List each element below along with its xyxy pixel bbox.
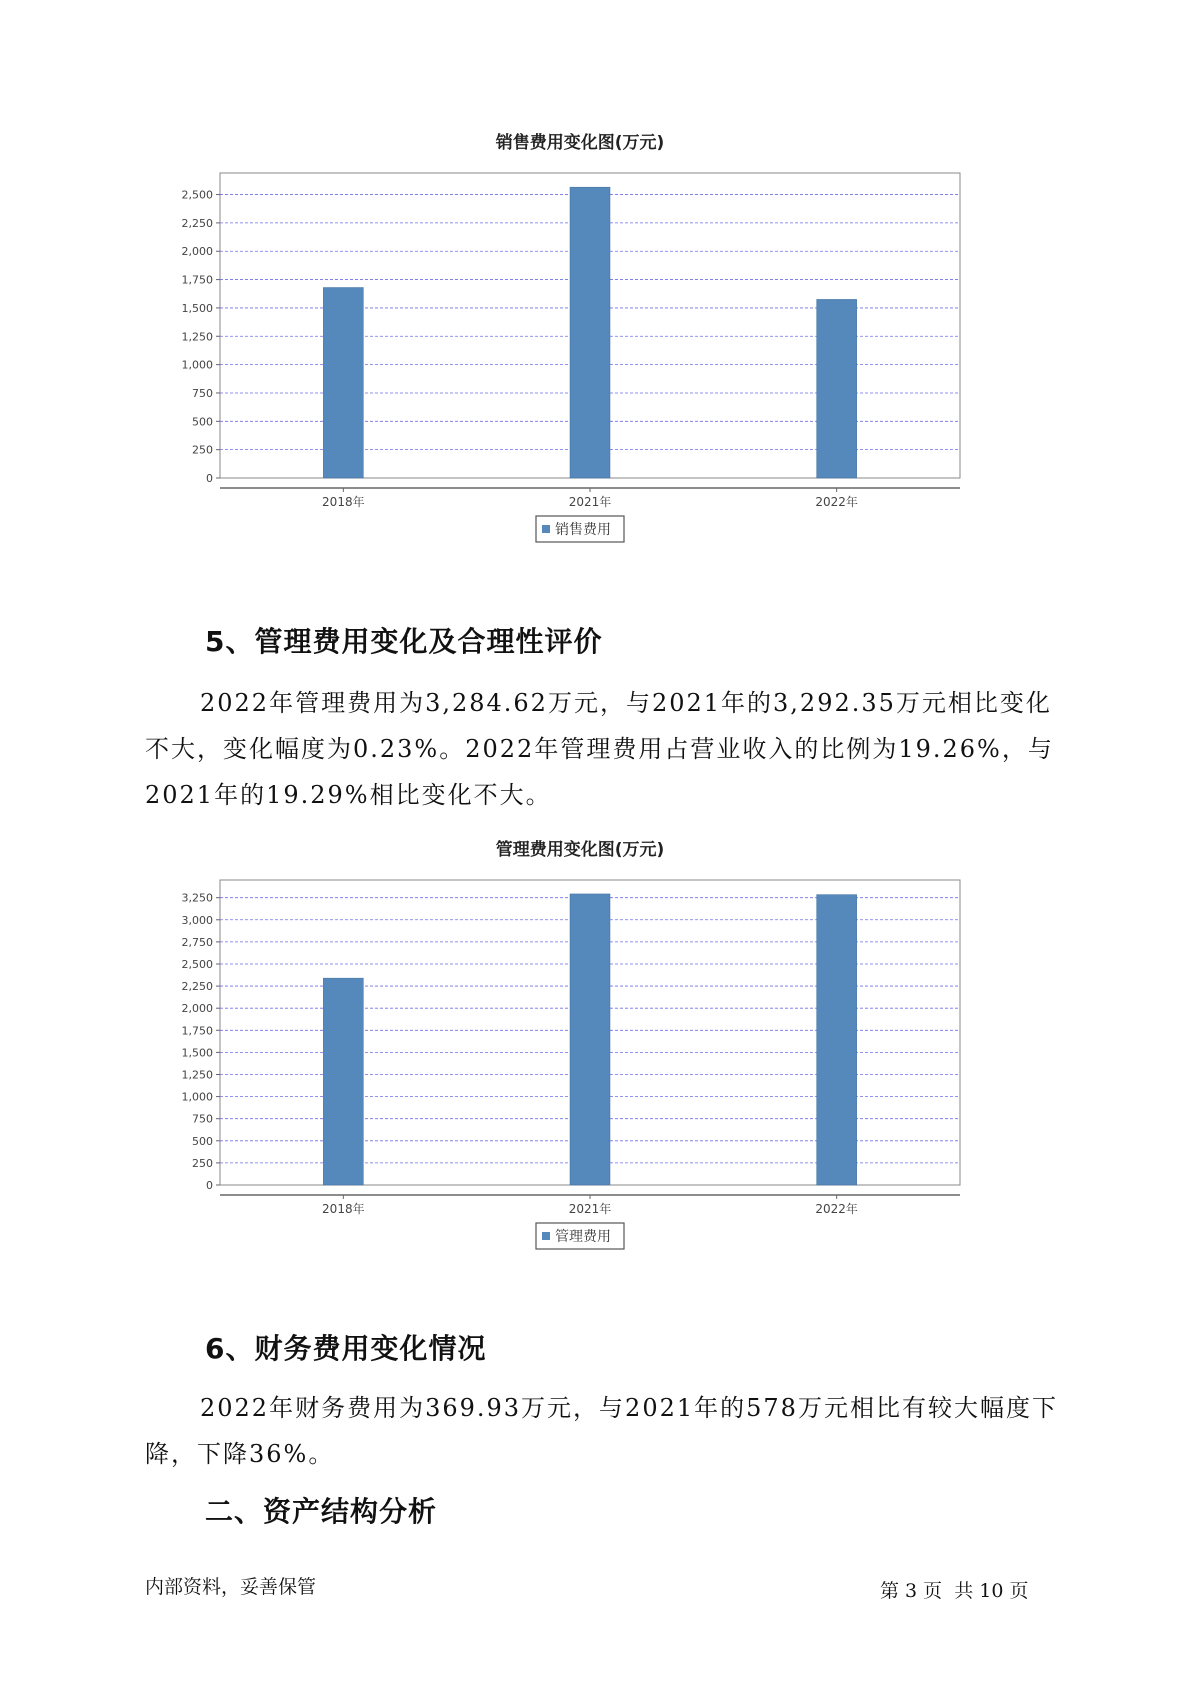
sales-chart-bar <box>323 288 363 478</box>
section-6-paragraph: 2022年财务费用为369.93万元，与2021年的578万元相比有较大幅度下降，下降36%。 <box>145 1394 1058 1468</box>
admin-chart-ytick-label: 3,000 <box>181 913 213 927</box>
section-5-heading: 5、管理费用变化及合理性评价 <box>205 625 603 658</box>
admin-chart-ytick-label: 250 <box>192 1156 213 1170</box>
admin-chart-ytick-label: 1,500 <box>181 1046 213 1060</box>
admin-chart-bar <box>323 978 363 1185</box>
sales-chart-ytick-label: 750 <box>192 386 213 400</box>
admin-chart-ytick-label: 1,250 <box>181 1068 213 1082</box>
admin-chart-ytick-label: 2,750 <box>181 935 213 949</box>
sales-chart-ytick-label: 1,750 <box>181 273 213 287</box>
admin-chart-legend <box>536 1223 624 1249</box>
admin-chart-legend-swatch <box>542 1232 550 1240</box>
admin-chart-ytick-label: 3,250 <box>181 891 213 905</box>
section-6-heading: 6、财务费用变化情况 <box>205 1332 487 1365</box>
section-2-heading: 二、资产结构分析 <box>205 1495 438 1528</box>
sales-chart-title: 销售费用变化图(万元) <box>495 133 665 153</box>
section-5-paragraph: 2022年管理费用为3,284.62万元，与2021年的3,292.35万元相比变化不大，变化幅度为0.23%。2022年管理费用占营业收入的比例为19.26%，与2021年的19.29%相比变化不大。 <box>145 689 1054 809</box>
sales-chart-ytick-label: 2,250 <box>181 216 213 230</box>
sales-chart-category-label: 2022年 <box>815 495 858 509</box>
sales-chart-ytick-label: 2,500 <box>181 188 213 202</box>
admin-chart-ytick-label: 2,250 <box>181 980 213 994</box>
sales-chart-ytick-label: 0 <box>206 472 213 485</box>
footer-confidential-note: 内部资料，妥善保管 <box>145 1576 317 1598</box>
admin-chart-ytick-label: 2,500 <box>181 957 213 971</box>
admin-chart-ytick-label: 2,000 <box>181 1002 213 1016</box>
sales-chart-legend <box>536 516 624 542</box>
sales-chart-bar <box>817 299 857 478</box>
sales-expense-chart-svg <box>170 128 1030 598</box>
admin-chart-ytick-label: 1,000 <box>181 1090 213 1104</box>
admin-chart-category-label: 2018年 <box>322 1202 365 1216</box>
sales-chart-category-label: 2021年 <box>568 495 612 509</box>
admin-expense-chart <box>170 835 1030 1305</box>
admin-expense-chart-svg <box>170 835 1030 1305</box>
sales-chart-ytick-label: 500 <box>192 415 213 429</box>
admin-chart-legend-label: 管理费用 <box>555 1229 611 1245</box>
sales-expense-chart <box>170 128 1030 598</box>
sales-chart-ytick-label: 250 <box>192 443 213 457</box>
sales-chart-legend-swatch <box>542 525 550 533</box>
admin-chart-bar <box>570 894 610 1185</box>
admin-chart-ytick-label: 0 <box>206 1179 213 1192</box>
sales-chart-bar <box>570 187 610 478</box>
admin-chart-ytick-label: 1,750 <box>181 1024 213 1038</box>
admin-chart-bar <box>817 895 857 1185</box>
sales-chart-ytick-label: 1,250 <box>181 330 213 344</box>
sales-chart-legend-label: 销售费用 <box>555 522 611 538</box>
sales-chart-category-label: 2018年 <box>322 495 365 509</box>
sales-chart-ytick-label: 2,000 <box>181 245 213 259</box>
admin-chart-category-label: 2021年 <box>568 1202 612 1216</box>
admin-chart-ytick-label: 750 <box>192 1112 213 1126</box>
sales-chart-ytick-label: 1,000 <box>181 358 213 372</box>
admin-chart-category-label: 2022年 <box>815 1202 858 1216</box>
footer-page-number: 第 3 页 共 10 页 <box>880 1580 1029 1602</box>
sales-chart-ytick-label: 1,500 <box>181 301 213 315</box>
admin-chart-ytick-label: 500 <box>192 1134 213 1148</box>
admin-chart-title: 管理费用变化图(万元) <box>495 840 665 860</box>
